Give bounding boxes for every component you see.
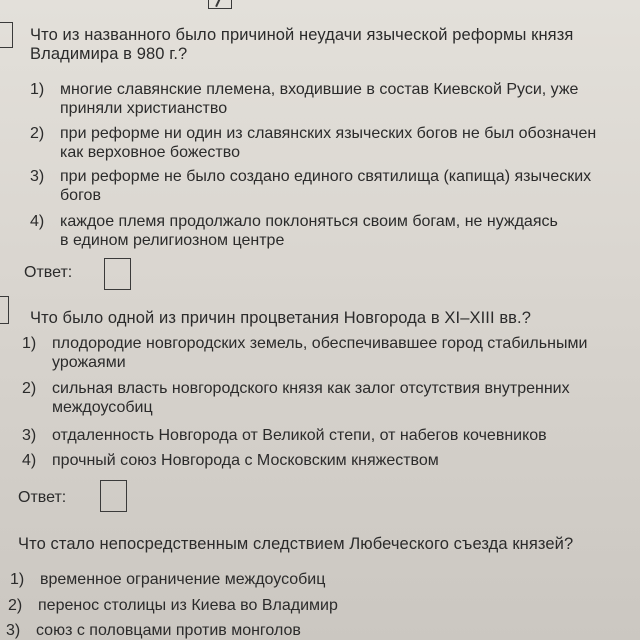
q3-option-1[interactable] <box>10 570 325 589</box>
answer-box-q1[interactable] <box>104 258 131 290</box>
option-line: союз с половцами против монголов <box>36 622 301 639</box>
q3-option-2[interactable] <box>8 596 338 615</box>
option-number: 2) <box>30 125 45 142</box>
q1-option-4[interactable] <box>30 212 558 250</box>
option-line: плодородие новгородских земель, обеспечивавшее город стабильными <box>52 335 588 352</box>
option-number: 3) <box>6 622 21 639</box>
q2-option-2[interactable] <box>22 379 570 417</box>
option-number: 1) <box>30 81 45 98</box>
answer-label: Ответ: <box>24 264 73 281</box>
option-line: многие славянские племена, входившие в состав Киевской Руси, уже <box>60 81 579 98</box>
question-3-text <box>18 535 573 554</box>
option-line: в едином религиозном центре <box>60 232 285 249</box>
option-line: при реформе ни один из славянских языческих богов не был обозначен <box>60 125 597 142</box>
option-line: междоусобиц <box>52 399 153 416</box>
option-number: 4) <box>22 452 37 469</box>
option-number: 4) <box>30 213 45 230</box>
question-number-box <box>0 296 9 324</box>
answer-box-q2[interactable] <box>100 480 127 512</box>
question-line: Что стало непосредственным следствием Любеческого съезда князей? <box>18 535 574 553</box>
option-line: прочный союз Новгорода с Московским княжеством <box>52 452 439 469</box>
top-checkbox-mark <box>208 0 232 9</box>
q3-option-3[interactable] <box>6 621 301 640</box>
option-line: сильная власть новгородского князя как залог отсутствия внутренних <box>52 380 570 397</box>
q2-option-3[interactable] <box>22 426 547 445</box>
question-2-text <box>30 309 531 328</box>
q1-option-1[interactable] <box>30 80 578 118</box>
question-line: Владимира в 980 г.? <box>30 45 188 63</box>
option-number: 3) <box>22 427 37 444</box>
question-number-box <box>0 22 13 48</box>
question-line: Что было одной из причин процветания Новгорода в XI–XIII вв.? <box>30 309 532 327</box>
q1-option-3[interactable] <box>30 167 591 205</box>
option-line: приняли христианство <box>60 100 228 117</box>
option-line: перенос столицы из Киева во Владимир <box>38 597 338 614</box>
q2-option-1[interactable] <box>22 334 587 372</box>
option-number: 2) <box>22 380 37 397</box>
option-number: 1) <box>10 571 25 588</box>
option-line: каждое племя продолжало поклоняться своим богам, не нуждаясь <box>60 213 558 230</box>
option-line: урожаями <box>52 354 126 371</box>
option-line: при реформе не было создано единого святилища (капища) языческих <box>60 168 592 185</box>
option-line: отдаленность Новгорода от Великой степи, от набегов кочевников <box>52 427 547 444</box>
q2-option-4[interactable] <box>22 451 439 470</box>
option-number: 1) <box>22 335 37 352</box>
option-number: 3) <box>30 168 45 185</box>
q1-option-2[interactable] <box>30 124 596 162</box>
option-line: богов <box>60 187 101 204</box>
answer-label: Ответ: <box>18 489 67 506</box>
question-line: Что из названного было причиной неудачи языческой реформы князя <box>30 26 574 44</box>
option-line: временное ограничение междоусобиц <box>40 571 326 588</box>
option-number: 2) <box>8 597 23 614</box>
option-line: как верховное божество <box>60 144 240 161</box>
question-1-text <box>30 26 573 64</box>
